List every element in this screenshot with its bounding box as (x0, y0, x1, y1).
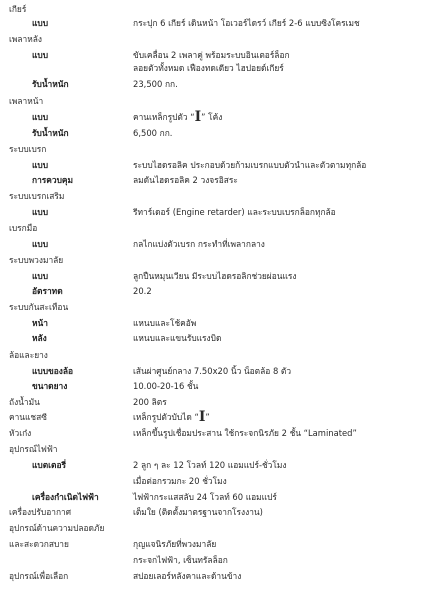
field-label: แบตเตอรี่ (32, 460, 66, 470)
field-value: ขับเคลื่อน 2 เพลาคู่ พร้อมระบบอินเตอร์ล็อก (133, 50, 290, 60)
field-value: เส้นผ่าศูนย์กลาง 7.50x20 นิ้ว น็อตล้อ 8 ตัว (133, 366, 292, 376)
field-value: 20.2 (133, 286, 152, 296)
field-value: กุญแจนิรภัยที่พวงมาลัย (133, 539, 217, 549)
field-label: รับน้ำหนัก (32, 79, 69, 89)
field-value: 6,500 กก. (133, 128, 173, 138)
field-label: หน้า (32, 318, 48, 328)
i-beam-glyph: I (194, 109, 202, 125)
section-heading: อุปกรณ์เพื่อเลือก (9, 571, 69, 581)
field-label: อัตราทด (32, 286, 63, 296)
value-text: คานเหล็กรูปตัว “ (133, 112, 195, 122)
field-label: หลัง (32, 333, 47, 343)
field-label: แบบ (32, 160, 49, 170)
value-text: ” (205, 412, 210, 422)
section-heading: คานแชสซี (9, 412, 47, 422)
field-label: แบบ (32, 239, 49, 249)
section-heading: และสะดวกสบาย (9, 539, 69, 549)
value-text: ” โค้ง (201, 112, 223, 122)
field-label: รับน้ำหนัก (32, 128, 69, 138)
field-value (133, 409, 210, 425)
field-value: 2 ลูก ๆ ละ 12 โวลท์ 120 แอมแปร์-ชั่วโมง (133, 460, 287, 470)
field-value: กระจกไฟฟ้า, เซ็นทรัลล็อก (133, 555, 228, 565)
field-value: แหนบและแขนรับแรงบิด (133, 333, 222, 343)
section-heading: เพลาหน้า (9, 96, 44, 106)
field-label: แบบ (32, 207, 49, 217)
field-label: แบบ (32, 18, 49, 28)
i-beam-glyph: I (198, 409, 206, 425)
field-value: สปอยเลอร์หลังคาและด้านข้าง (133, 571, 242, 581)
field-value: 23,500 กก. (133, 79, 178, 89)
field-value: เต็มใย (ติดตั้งมาตรฐานจากโรงงาน) (133, 507, 263, 517)
section-heading: ระบบกันสะเทือน (9, 302, 69, 312)
section-heading: ระบบพวงมาลัย (9, 255, 64, 265)
field-label: ขนาดยาง (32, 381, 68, 391)
field-value: ลมดันไฮดรอลิค 2 วงจรอิสระ (133, 175, 238, 185)
section-heading: อุปกรณ์ไฟฟ้า (9, 444, 58, 454)
field-value: รีทาร์เดอร์ (Engine retarder) และระบบเบรกล็อกทุกล้อ (133, 207, 336, 217)
field-value: ลูกปืนหมุนเวียน มีระบบไฮดรอลิกช่วยผ่อนแรง (133, 271, 297, 281)
field-value: แหนบและโช้คอัพ (133, 318, 197, 328)
section-heading: ระบบเบรก (9, 144, 47, 154)
section-heading: เพลาหลัง (9, 34, 42, 44)
field-value: เมื่อต่อกรวมกะ 20 ชั่วโมง (133, 476, 227, 486)
section-heading: อุปกรณ์ด้านความปลอดภัย (9, 523, 105, 533)
field-label: เครื่องกำเนิดไฟฟ้า (32, 492, 99, 502)
field-value: กระปุก 6 เกียร์ เดินหน้า โอเวอร์ไดรว์ เกียร์ 2-6 แบบซิงโครเมช (133, 18, 360, 28)
field-value: ระบบไฮดรอลิค ประกอบด้วยก้ามเบรกแบบตัวนำและตัวตามทุกล้อ (133, 160, 367, 170)
section-heading: เกียร์ (9, 4, 27, 14)
field-value: ไฟฟ้ากระแสสลับ 24 โวลท์ 60 แอมแปร์ (133, 492, 277, 502)
value-text: เหล็กรูปตัวบับได “ (133, 412, 199, 422)
field-label: แบบ (32, 50, 49, 60)
field-value (133, 109, 223, 125)
section-heading: หัวเก๋ง (9, 428, 32, 438)
section-heading: ถังน้ำมัน (9, 397, 40, 407)
field-label: แบบ (32, 112, 49, 122)
field-value: กลไกแบ่งตัวเบรก กระทำที่เพลากลาง (133, 239, 265, 249)
field-value: 200 ลิตร (133, 397, 167, 407)
field-label: การควบคุม (32, 175, 74, 185)
section-heading: ล้อและยาง (9, 350, 48, 360)
field-label: แบบ (32, 271, 49, 281)
section-heading: ระบบเบรกเสริม (9, 191, 65, 201)
field-value: 10.00-20-16 ชั้น (133, 381, 199, 391)
section-heading: เบรกมือ (9, 223, 38, 233)
field-value: เหล็กขึ้นรูปเชื่อมประสาน ใช้กระจกนิรภัย 2 ชั้น “Laminated” (133, 428, 357, 438)
section-heading: เครื่องปรับอากาศ (9, 507, 72, 517)
field-label: แบบของล้อ (32, 366, 74, 376)
field-value: ลอยตัวทั้งหมด เฟืองทดเดียว ไฮปอยด์เกียร์ (133, 63, 284, 73)
